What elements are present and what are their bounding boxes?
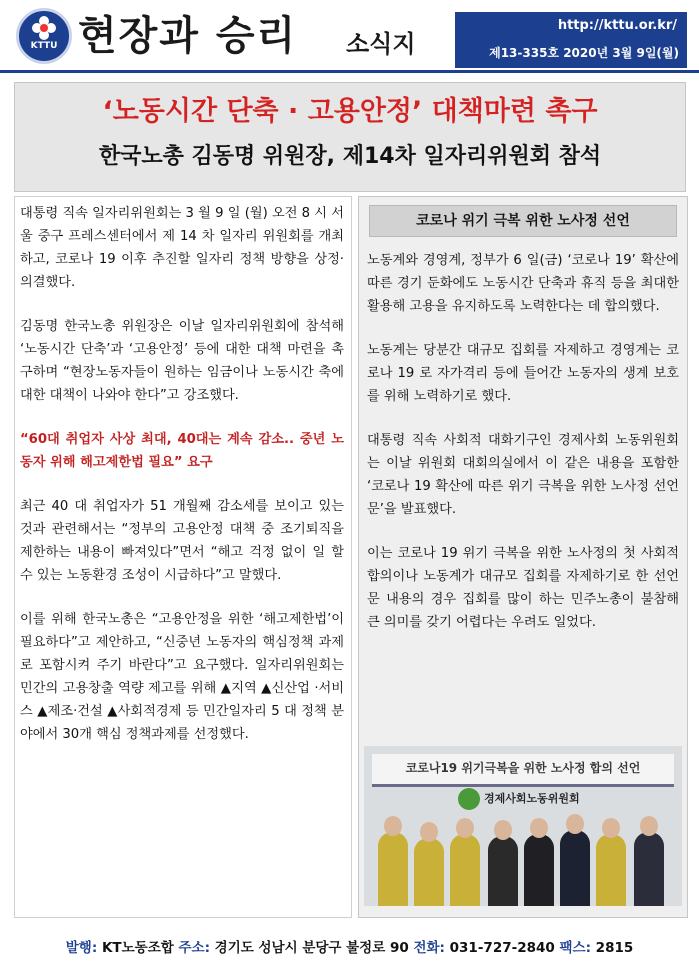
person-figure bbox=[634, 832, 664, 906]
photo-org-name: 경제사회노동위원회 bbox=[484, 792, 580, 805]
footer-phone-label: 전화: bbox=[413, 940, 445, 956]
headline-title: ‘노동시간 단축 · 고용안정’ 대책마련 촉구 bbox=[102, 96, 598, 127]
person-head bbox=[456, 818, 474, 838]
issue-date: 제13-335호 2020년 3월 9일(월) bbox=[489, 46, 679, 60]
person-head bbox=[530, 818, 548, 838]
person-figure bbox=[488, 836, 518, 906]
sidebar-paragraph: 노동계와 경영계, 정부가 6 일(금) ‘코로나 19’ 확산에 따른 경기 둔화에도 노동시간 단축과 휴직 등을 최대한 활용해 고용을 유지하도록 노력한다는 데 합의했다. bbox=[367, 253, 679, 314]
main-article bbox=[20, 202, 344, 767]
person-figure bbox=[450, 834, 480, 906]
person-head bbox=[566, 814, 584, 834]
photo-banner: 코로나19 위기극복을 위한 노사정 합의 선언 bbox=[372, 754, 674, 787]
kttu-logo bbox=[16, 8, 72, 64]
logo-text: KTTU bbox=[30, 41, 58, 51]
event-photo bbox=[364, 746, 682, 906]
footer-publisher-label: 발행: bbox=[65, 940, 98, 956]
footer-phone: 031-727-2840 bbox=[449, 940, 555, 956]
masthead-title: 현장과 승리 bbox=[78, 12, 298, 59]
person-head bbox=[602, 818, 620, 838]
website-url[interactable]: http://kttu.or.kr/ bbox=[557, 18, 677, 33]
article-paragraph: 김동명 한국노총 위원장은 이날 일자리위원회에 참석해 ‘노동시간 단축’과 ‘고용안정’ 등에 대한 대책 마련을 촉구하며 “현장노동자들이 원하는 임금이나 노동시간 축에 대한 대책이 나와야 한다”고 강조했다. bbox=[20, 319, 344, 403]
sidebar-paragraph: 이는 코로나 19 위기 극복을 위한 노사정의 첫 사회적 합의이나 노동계가 대규모 집회를 자제하기로 한 선언문 내용의 경우 집회를 많이 하는 민주노총이 불참해 큰 의미를 갖기 어렵다는 우려도 일었다. bbox=[367, 546, 679, 630]
issue-info-box bbox=[455, 12, 687, 68]
article-paragraph: 최근 40 대 취업자가 51 개월째 감소세를 보이고 있는 것과 관련해서는 “정부의 고용안정 대책 중 조기퇴직을 제한하는 내용이 빠져있다”면서 “해고 걱정 없이 일 할 수 있는 노동환경 조성이 시급하다”고 말했다. bbox=[20, 499, 344, 583]
footer-address: 경기도 성남시 분당구 불정로 90 bbox=[214, 940, 409, 956]
person-figure bbox=[560, 830, 590, 906]
footer-publisher: KT노동조합 bbox=[101, 940, 174, 956]
article-paragraph: 대통령 직속 일자리위원회는 3 월 9 일 (월) 오전 8 시 서울 중구 프레스센터에서 제 14 차 일자리 위원회를 개최하고, 코로나 19 이후 추진할 일자리 정책 방향을 상정·의결했다. bbox=[20, 206, 344, 290]
person-head bbox=[384, 816, 402, 836]
footer bbox=[0, 936, 699, 956]
masthead-subtitle: 소식지 bbox=[346, 30, 416, 58]
person-figure bbox=[414, 838, 444, 906]
person-head bbox=[420, 822, 438, 842]
footer-fax-label: 팩스: bbox=[559, 940, 591, 956]
footer-address-label: 주소: bbox=[178, 940, 210, 956]
person-figure bbox=[378, 832, 408, 906]
sidebar-paragraph: 대통령 직속 사회적 대화기구인 경제사회 노동위원회는 이날 위원회 대회의실에서 이 같은 내용을 포함한 ‘코로나 19 확산에 따른 위기 극복을 위한 노사정 선언문’을 발표했다. bbox=[367, 433, 679, 517]
headline-subtitle: 한국노총 김동명 위원장, 제14차 일자리위원회 참석 bbox=[98, 144, 602, 169]
person-figure bbox=[524, 834, 554, 906]
person-head bbox=[640, 816, 658, 836]
flower-icon bbox=[31, 15, 57, 41]
person-figure bbox=[596, 834, 626, 906]
sidebar-body bbox=[367, 249, 679, 655]
person-head bbox=[494, 820, 512, 840]
header bbox=[0, 0, 699, 70]
article-highlight: “60대 취업자 사상 최대, 40대는 계속 감소.. 중년 노동자 위해 해고제한법 필요” 요구 bbox=[20, 432, 344, 470]
committee-logo-icon bbox=[458, 788, 480, 810]
header-rule bbox=[0, 70, 699, 73]
sidebar-paragraph: 노동계는 당분간 대규모 집회를 자제하고 경영계는 코로나 19 로 자가격리 등에 들어간 노동자의 생계 보호를 위해 노력하기로 했다. bbox=[367, 343, 679, 404]
sidebar-title: 코로나 위기 극복 위한 노사정 선언 bbox=[369, 205, 677, 237]
article-paragraph: 이를 위해 한국노총은 “고용안정을 위한 ‘해고제한법’이 필요하다”고 제안하고, “신중년 노동자의 핵심정책 과제로 포함시켜 주기 바란다”고 요구했다. 일자리위원회는 민간의 고용창출 역량 제고를 위해 ▲지역 ▲신산업 ·서비스 ▲제조·건설 ▲사회적경제 등 민간일자리 5 대 정책 분야에서 30개 핵심 정책과제를 선정했다. bbox=[20, 612, 344, 742]
footer-fax: 2815 bbox=[595, 940, 634, 956]
headline-box bbox=[14, 82, 686, 192]
